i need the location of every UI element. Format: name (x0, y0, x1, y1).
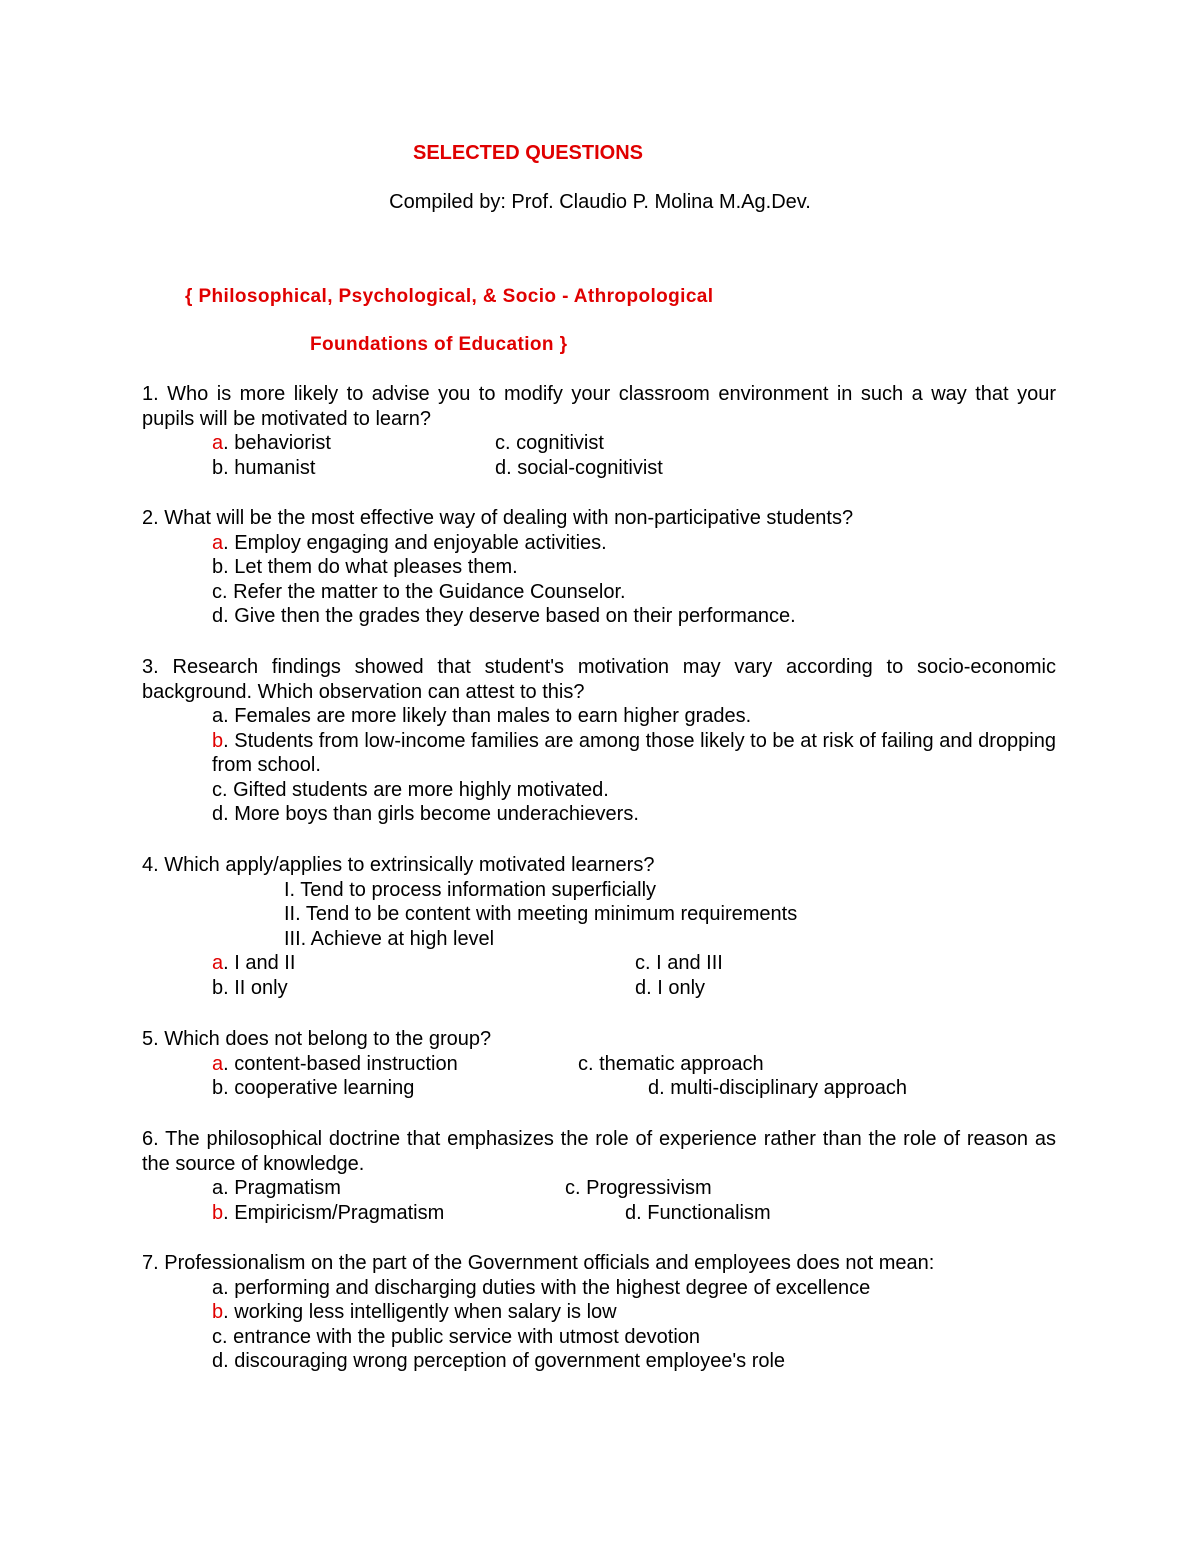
statement-1: I. Tend to process information superficially (284, 878, 657, 901)
question-4 (142, 853, 1056, 1000)
option-letter: d (625, 1201, 637, 1224)
question-2 (142, 506, 1056, 629)
option-letter: a (212, 1052, 224, 1075)
option-letter: b (212, 1201, 224, 1224)
option-d (648, 1076, 907, 1101)
option-text: . Refer the matter to the Guidance Counselor. (222, 580, 626, 603)
option-text: . Empiricism/Pragmatism (223, 1201, 445, 1224)
option-c (495, 431, 604, 456)
statement-2: II. Tend to be content with meeting minimum requirements (284, 903, 798, 925)
option-c (565, 1176, 712, 1201)
option-text: . entrance with the public service with utmost devotion (222, 1325, 701, 1348)
option-text: . Give then the grades they deserve based on their performance. (223, 605, 796, 627)
option-text: . behaviorist (223, 432, 331, 454)
option-text: . discouraging wrong perception of government employee's role (223, 1350, 786, 1372)
option-c (212, 580, 626, 605)
option-letter: c (212, 580, 222, 603)
option-letter: a (212, 952, 224, 974)
option-letter: d (648, 1077, 660, 1099)
option-text: . I and II (223, 952, 296, 974)
statement-3: III. Achieve at high level (284, 927, 495, 950)
question-stem: 5. Which does not belong to the group? (142, 1028, 492, 1050)
option-d (625, 1201, 771, 1226)
option-d (212, 802, 639, 827)
question-6 (142, 1127, 1056, 1225)
option-a (212, 704, 751, 729)
option-b (212, 1300, 617, 1325)
option-letter: d (212, 803, 224, 825)
option-d (212, 1349, 785, 1374)
option-letter: b (212, 1077, 224, 1099)
option-a (212, 951, 295, 976)
option-text: . Pragmatism (223, 1177, 341, 1199)
option-text: . Employ engaging and enjoyable activities. (223, 531, 607, 554)
option-letter: c (212, 778, 222, 801)
option-text: . thematic approach (588, 1052, 764, 1075)
option-letter: b (212, 729, 224, 752)
question-stem: 4. Which apply/applies to extrinsically motivated learners? (142, 854, 655, 876)
question-stem: 3. Research findings showed that student's motivation may vary according to socio-economic background. Which observation can attest to this? (142, 656, 1056, 703)
option-b (212, 1076, 414, 1101)
document-title: SELECTED QUESTIONS (412, 142, 644, 164)
option-c (212, 778, 609, 803)
option-text: . social-cognitivist (506, 456, 663, 479)
option-c (635, 951, 723, 976)
option-b (212, 1201, 444, 1226)
option-text: . cognitivist (505, 432, 604, 454)
option-letter: b (212, 1301, 224, 1323)
option-a (212, 531, 607, 556)
option-text: . I and III (645, 952, 723, 974)
option-b (212, 456, 315, 481)
compiled-by: Compiled by: Prof. Claudio P. Molina M.Ag.Dev. (389, 191, 811, 213)
option-letter: c (635, 952, 645, 974)
option-text: . I only (646, 976, 706, 999)
option-text: . cooperative learning (223, 1077, 415, 1099)
option-b (212, 729, 1056, 778)
question-stem: 2. What will be the most effective way of dealing with non-participative students? (142, 507, 854, 529)
option-letter: c (565, 1177, 575, 1199)
option-text: . II only (223, 976, 288, 999)
option-letter: d (495, 456, 507, 479)
option-letter: b (212, 976, 224, 999)
subject-heading-line-2: Foundations of Education } (310, 334, 568, 355)
option-text: . Let them do what pleases them. (223, 556, 518, 578)
option-text: . Gifted students are more highly motivated. (222, 778, 609, 801)
option-letter: a (212, 432, 224, 454)
option-letter: b (212, 456, 224, 479)
option-letter: c (495, 432, 505, 454)
option-letter: c (212, 1325, 222, 1348)
question-1 (142, 382, 1056, 480)
option-a (212, 1176, 341, 1201)
option-text: . working less intelligently when salary is low (223, 1301, 617, 1323)
option-c (578, 1052, 764, 1077)
question-stem: 6. The philosophical doctrine that emphasizes the role of experience rather than the role of reason as the source of knowledge. (142, 1128, 1056, 1175)
option-letter: b (212, 556, 224, 578)
option-letter: c (578, 1052, 588, 1075)
option-a (212, 1052, 458, 1077)
option-text: . Progressivism (575, 1177, 712, 1199)
question-3 (142, 655, 1056, 827)
option-letter: d (635, 976, 647, 999)
question-7 (142, 1251, 1056, 1374)
option-d (635, 976, 705, 1001)
option-text: . performing and discharging duties with the highest degree of excellence (223, 1276, 871, 1299)
option-text: . content-based instruction (223, 1052, 458, 1075)
option-letter: d (212, 1350, 224, 1372)
option-a (212, 431, 331, 456)
option-letter: a (212, 1177, 224, 1199)
option-c (212, 1325, 700, 1350)
option-letter: a (212, 705, 224, 727)
option-a (212, 1276, 870, 1301)
subject-heading-line-1: { Philosophical, Psychological, & Socio - Athropological (185, 286, 714, 307)
option-text: . humanist (223, 456, 316, 479)
question-stem: 1. Who is more likely to advise you to modify your classroom environment in such a way that your pupils will be motivated to learn? (142, 383, 1056, 430)
option-d (495, 456, 663, 481)
option-letter: d (212, 605, 224, 627)
option-text: . Functionalism (636, 1201, 771, 1224)
option-b (212, 555, 518, 580)
option-text: . Females are more likely than males to earn higher grades. (223, 705, 752, 727)
option-text: . Students from low-income families are among those likely to be at risk of failing and dropping from school. (212, 729, 1056, 776)
option-b (212, 976, 288, 1001)
option-d (212, 604, 796, 629)
option-letter: a (212, 531, 224, 554)
option-text: . multi-disciplinary approach (659, 1077, 908, 1099)
question-5 (142, 1027, 1056, 1101)
question-stem: 7. Professionalism on the part of the Government officials and employees does not mean: (142, 1252, 935, 1274)
option-text: . More boys than girls become underachievers. (223, 803, 639, 825)
option-letter: a (212, 1276, 224, 1299)
